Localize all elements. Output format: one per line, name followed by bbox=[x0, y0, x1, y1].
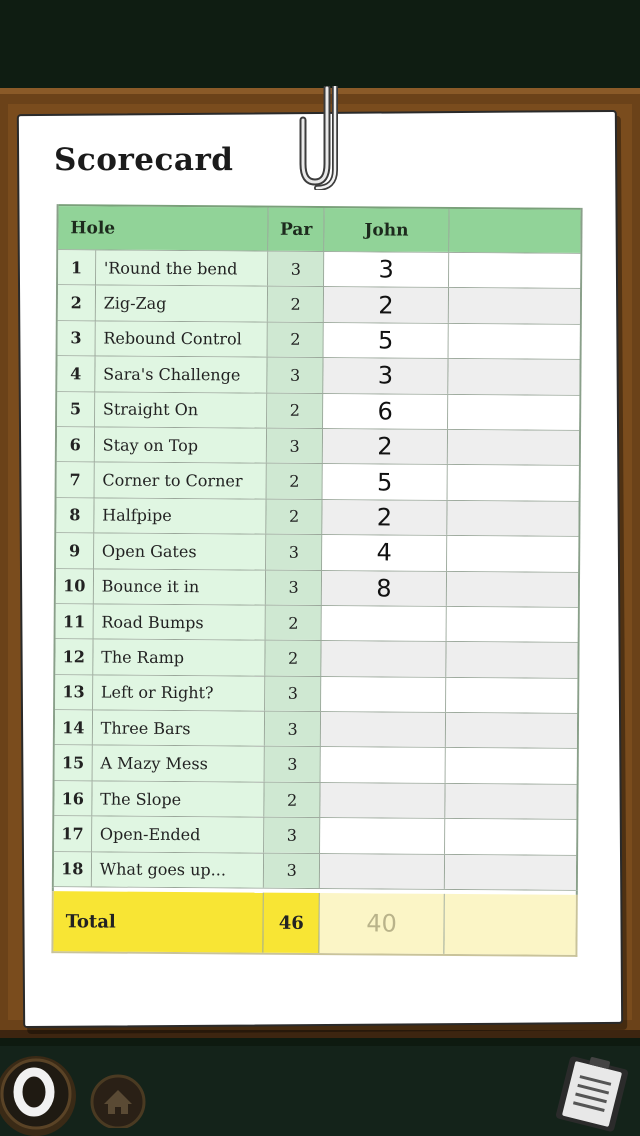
hole-name: Open Gates bbox=[94, 534, 267, 570]
hole-number: 11 bbox=[56, 604, 94, 639]
hole-par: 3 bbox=[265, 712, 321, 747]
table-row bbox=[58, 250, 580, 289]
table-row bbox=[54, 781, 576, 820]
table-row bbox=[56, 533, 578, 572]
extra-score bbox=[446, 678, 577, 713]
scorecard-icon[interactable] bbox=[552, 1052, 636, 1132]
hole-number: 9 bbox=[56, 533, 94, 568]
hole-name: Corner to Corner bbox=[94, 463, 267, 499]
hole-score: 5 bbox=[323, 464, 448, 499]
hole-par: 2 bbox=[268, 322, 324, 357]
hole-name: Rebound Control bbox=[95, 321, 268, 357]
hole-score bbox=[320, 783, 445, 818]
hole-name: The Ramp bbox=[93, 640, 266, 676]
hole-score: 2 bbox=[322, 500, 447, 535]
header-hole: Hole bbox=[58, 206, 269, 250]
extra-score bbox=[449, 324, 580, 359]
hole-score: 3 bbox=[324, 252, 449, 287]
hole-score bbox=[321, 641, 446, 676]
hole-name: 'Round the bend bbox=[96, 250, 269, 286]
hole-score: 4 bbox=[322, 535, 447, 570]
table-row bbox=[56, 498, 578, 537]
hole-number: 7 bbox=[57, 463, 95, 498]
hole-par: 3 bbox=[266, 676, 322, 711]
hole-name: Straight On bbox=[95, 392, 268, 428]
table-row bbox=[57, 356, 579, 395]
hole-name: Zig-Zag bbox=[96, 286, 269, 322]
hole-number: 3 bbox=[58, 321, 96, 356]
hole-par: 3 bbox=[268, 252, 324, 287]
hole-name: Open-Ended bbox=[92, 817, 265, 853]
hole-name: Sara's Challenge bbox=[95, 357, 268, 393]
hole-name: What goes up... bbox=[92, 852, 265, 888]
extra-score bbox=[447, 571, 578, 606]
table-row bbox=[57, 463, 579, 502]
paperclip-icon bbox=[297, 86, 341, 190]
table-row bbox=[55, 710, 577, 749]
hole-name: The Slope bbox=[92, 781, 265, 817]
hole-par: 2 bbox=[268, 287, 324, 322]
table-row bbox=[56, 604, 578, 643]
table-header bbox=[58, 204, 580, 254]
hole-score bbox=[321, 747, 446, 782]
extra-score bbox=[445, 784, 576, 819]
hole-par: 2 bbox=[267, 499, 323, 534]
hole-name: Road Bumps bbox=[93, 604, 266, 640]
hole-score bbox=[320, 854, 445, 889]
hole-score bbox=[321, 712, 446, 747]
zero-ball-icon[interactable] bbox=[0, 1050, 96, 1136]
hole-number: 4 bbox=[57, 356, 95, 391]
total-label: Total bbox=[53, 891, 264, 952]
hole-par: 3 bbox=[265, 747, 321, 782]
hole-number: 14 bbox=[55, 710, 93, 745]
hole-rows bbox=[54, 250, 580, 891]
hole-score bbox=[322, 606, 447, 641]
hole-par: 3 bbox=[265, 818, 321, 853]
table-row bbox=[57, 427, 579, 466]
hole-par: 2 bbox=[266, 641, 322, 676]
hole-number: 13 bbox=[55, 675, 93, 710]
hole-score: 2 bbox=[324, 287, 449, 322]
header-par: Par bbox=[269, 208, 325, 251]
hole-score: 8 bbox=[322, 571, 447, 606]
hole-name: Left or Right? bbox=[93, 675, 266, 711]
total-score: 40 bbox=[319, 893, 444, 954]
hole-name: Three Bars bbox=[93, 711, 266, 747]
total-extra bbox=[444, 894, 575, 955]
header-player: John bbox=[324, 208, 449, 252]
extra-score bbox=[447, 607, 578, 642]
table-row bbox=[54, 852, 576, 891]
extra-score bbox=[449, 288, 580, 323]
hole-par: 3 bbox=[268, 358, 324, 393]
hole-par: 2 bbox=[268, 393, 324, 428]
hole-name: A Mazy Mess bbox=[92, 746, 265, 782]
extra-score bbox=[445, 855, 576, 890]
table-row bbox=[54, 816, 576, 855]
hole-number: 15 bbox=[55, 746, 93, 781]
extra-score bbox=[448, 359, 579, 394]
scorecard-table bbox=[51, 204, 582, 957]
hole-par: 3 bbox=[264, 853, 320, 888]
table-row bbox=[57, 392, 579, 431]
hole-number: 18 bbox=[54, 852, 92, 887]
top-bar bbox=[0, 0, 640, 88]
hole-par: 3 bbox=[266, 570, 322, 605]
hole-score bbox=[321, 677, 446, 712]
hole-number: 16 bbox=[54, 781, 92, 816]
page-title: Scorecard bbox=[54, 142, 234, 178]
table-row bbox=[55, 639, 577, 678]
extra-score bbox=[445, 819, 576, 854]
total-row bbox=[51, 891, 577, 957]
extra-score bbox=[448, 430, 579, 465]
extra-score bbox=[446, 748, 577, 783]
extra-score bbox=[447, 536, 578, 571]
extra-score bbox=[448, 394, 579, 429]
hole-score: 5 bbox=[324, 323, 449, 358]
hole-number: 8 bbox=[56, 498, 94, 533]
hole-number: 12 bbox=[55, 639, 93, 674]
extra-score bbox=[446, 713, 577, 748]
hole-number: 6 bbox=[57, 427, 95, 462]
hole-par: 2 bbox=[267, 464, 323, 499]
extra-score bbox=[446, 642, 577, 677]
hole-par: 3 bbox=[267, 535, 323, 570]
table-row bbox=[55, 746, 577, 785]
extra-score bbox=[449, 253, 580, 288]
hole-number: 5 bbox=[57, 392, 95, 427]
scorecard-grid bbox=[52, 204, 583, 891]
header-extra bbox=[449, 209, 580, 253]
hole-score bbox=[320, 818, 445, 853]
hole-number: 1 bbox=[58, 250, 96, 285]
hole-par: 2 bbox=[265, 783, 321, 818]
hole-name: Bounce it in bbox=[94, 569, 267, 605]
home-icon[interactable] bbox=[88, 1074, 150, 1128]
hole-number: 17 bbox=[54, 816, 92, 851]
hole-number: 10 bbox=[56, 569, 94, 604]
extra-score bbox=[447, 501, 578, 536]
hole-name: Stay on Top bbox=[95, 427, 268, 463]
hole-score: 2 bbox=[323, 429, 448, 464]
hole-score: 6 bbox=[323, 394, 448, 429]
table-row bbox=[55, 675, 577, 714]
hole-name: Halfpipe bbox=[94, 498, 267, 534]
hole-number: 2 bbox=[58, 286, 96, 321]
hole-score: 3 bbox=[323, 358, 448, 393]
table-row bbox=[58, 321, 580, 360]
extra-score bbox=[448, 465, 579, 500]
hole-par: 3 bbox=[267, 429, 323, 464]
hole-par: 2 bbox=[266, 606, 322, 641]
total-par: 46 bbox=[264, 893, 320, 953]
table-row bbox=[56, 569, 578, 608]
table-row bbox=[58, 286, 580, 325]
